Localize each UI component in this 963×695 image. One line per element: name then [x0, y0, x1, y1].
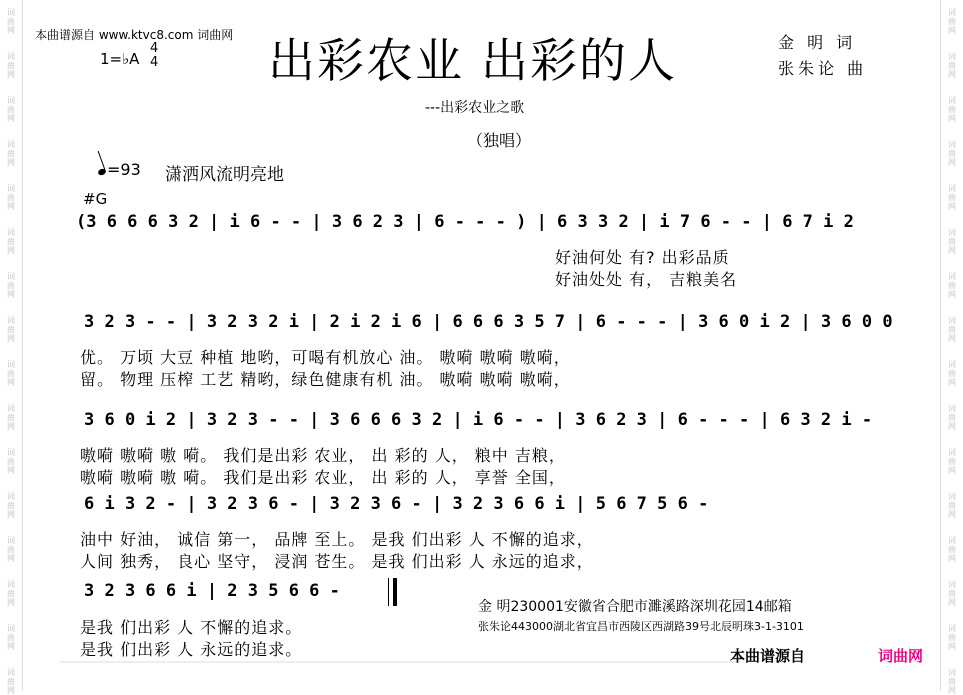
watermark-glyph-stack: 词 曲 网 — [7, 8, 15, 35]
watermark-glyph-stack: 词 曲 网 — [948, 536, 956, 563]
lyric-row-1-verse-1: 好油何处 有? 出彩品质 — [555, 248, 730, 267]
key-signature: 1=♭A — [100, 50, 140, 68]
tempo-value: =93 — [107, 160, 141, 179]
watermark-glyph-stack: 词 曲 网 — [7, 360, 15, 387]
footer-site-logo: 词曲网 — [878, 647, 924, 665]
page-title: 出彩农业 出彩的人 — [268, 34, 677, 89]
notation-row-1: (3 6 6 6 3 2 | i 6 - - | 3 6 2 3 | 6 - - - ) | 6 3 3 2 | i 7 6 - - | 6 7 i 2 — [76, 212, 854, 232]
lyric-row-5-verse-1: 是我 们出彩 人 不懈的追求。 — [80, 618, 303, 637]
right-watermark-strip — [940, 0, 963, 695]
watermark-glyph-stack: 词 曲 网 — [7, 96, 15, 123]
lyric-row-4-verse-1: 油中 好油， 诚信 第一， 品牌 至上。 是我 们出彩 人 不懈的追求， — [80, 530, 594, 549]
lyric-row-4-verse-2: 人间 独秀， 良心 坚守， 浸润 苍生。 是我 们出彩 人 永远的追求， — [80, 552, 594, 571]
final-barline-thick — [393, 578, 397, 606]
watermark-glyph-stack: 词 曲 网 — [948, 624, 956, 651]
meter-top: 4 — [150, 41, 159, 56]
watermark-glyph-stack: 词 曲 网 — [948, 8, 956, 35]
tempo-mark — [98, 160, 141, 179]
lyricist-credit: 金 明 词 — [778, 33, 857, 52]
watermark-glyph-stack: 词 曲 网 — [7, 404, 15, 431]
watermark-glyph-stack: 词 曲 网 — [948, 272, 956, 299]
watermark-glyph-stack: 词 曲 网 — [7, 668, 15, 695]
watermark-glyph-stack: 词 曲 网 — [7, 272, 15, 299]
lyric-row-3-verse-2: 嗷嗬 嗷嗬 嗷 嗬。 我们是出彩 农业， 出 彩的 人， 享誉 全国， — [80, 468, 566, 487]
watermark-glyph-stack: 词 曲 网 — [948, 96, 956, 123]
watermark-glyph-stack: 词 曲 网 — [948, 668, 956, 695]
watermark-glyph-stack: 词 曲 网 — [948, 360, 956, 387]
composer-credit: 张朱论 曲 — [778, 59, 868, 78]
notation-row-4: 6 i 3 2 - | 3 2 3 6 - | 3 2 3 6 - | 3 2 3 6 6 i | 5 6 7 5 6 - — [84, 494, 709, 514]
watermark-glyph-stack: 词 曲 网 — [948, 184, 956, 211]
watermark-glyph-stack: 词 曲 网 — [7, 52, 15, 79]
address-composer: 张朱论443000湖北省宜昌市西陵区西湖路39号北辰明珠3-1-3101 — [478, 620, 804, 633]
watermark-glyph-stack: 词 曲 网 — [948, 140, 956, 167]
watermark-glyph-stack: 词 曲 网 — [948, 404, 956, 431]
lyric-row-1-verse-2: 好油处处 有， 吉粮美名 — [555, 270, 738, 289]
watermark-glyph-stack: 词 曲 网 — [7, 140, 15, 167]
address-lyricist: 金 明230001安徽省合肥市濉溪路深圳花园14邮箱 — [478, 599, 792, 615]
watermark-glyph-stack: 词 曲 网 — [948, 448, 956, 475]
watermark-glyph-stack: 词 曲 网 — [7, 316, 15, 343]
watermark-glyph-stack: 词 曲 网 — [7, 448, 15, 475]
watermark-glyph-stack: 词 曲 网 — [7, 580, 15, 607]
lyric-row-5-verse-2: 是我 们出彩 人 永远的追求。 — [80, 640, 303, 659]
watermark-glyph-stack: 词 曲 网 — [948, 52, 956, 79]
footer-divider — [60, 661, 740, 663]
footer-source: 本曲谱源自 — [730, 647, 806, 665]
watermark-glyph-stack: 词 曲 网 — [7, 492, 15, 519]
watermark-glyph-stack: 词 曲 网 — [7, 536, 15, 563]
lyric-row-3-verse-1: 嗷嗬 嗷嗬 嗷 嗬。 我们是出彩 农业， 出 彩的 人， 粮中 吉粮， — [80, 446, 566, 465]
quarter-note-icon — [97, 168, 107, 176]
performance-note: （独唱） — [467, 131, 532, 150]
modulation-key: #G — [83, 190, 108, 208]
lyric-row-2-verse-2: 留。 物理 压榨 工艺 精哟，绿色健康有机 油。 嗷嗬 嗷嗬 嗷嗬， — [80, 370, 571, 389]
watermark-glyph-stack: 词 曲 网 — [7, 624, 15, 651]
watermark-glyph-stack: 词 曲 网 — [948, 492, 956, 519]
watermark-glyph-stack: 词 曲 网 — [948, 316, 956, 343]
source-note: 本曲谱源自 www.ktvc8.com 词曲网 — [35, 28, 234, 42]
watermark-glyph-stack: 词 曲 网 — [7, 184, 15, 211]
watermark-glyph-stack: 词 曲 网 — [948, 228, 956, 255]
final-barline-thin — [388, 578, 389, 606]
watermark-glyph-stack: 词 曲 网 — [7, 228, 15, 255]
notation-row-5: 3 2 3 6 6 i | 2 3 5 6 6 - — [84, 581, 340, 601]
lyric-row-2-verse-1: 优。 万顷 大豆 种植 地哟，可喝有机放心 油。 嗷嗬 嗷嗬 嗷嗬， — [80, 348, 571, 367]
subtitle: ---出彩农业之歌 — [425, 100, 525, 116]
watermark-glyph-stack: 词 曲 网 — [948, 580, 956, 607]
notation-row-3: 3 6 0 i 2 | 3 2 3 - - | 3 6 6 6 3 2 | i 6 - - | 3 6 2 3 | 6 - - - | 6 3 2 i - — [84, 410, 873, 430]
left-watermark-strip — [0, 0, 23, 695]
time-signature — [150, 42, 158, 70]
notation-row-2: 3 2 3 - - | 3 2 3 2 i | 2 i 2 i 6 | 6 6 6 3 5 7 | 6 - - - | 3 6 0 i 2 | 3 6 0 0 — [84, 312, 893, 332]
expression-mark: 潇洒风流明亮地 — [165, 165, 284, 185]
meter-bottom: 4 — [150, 55, 159, 70]
